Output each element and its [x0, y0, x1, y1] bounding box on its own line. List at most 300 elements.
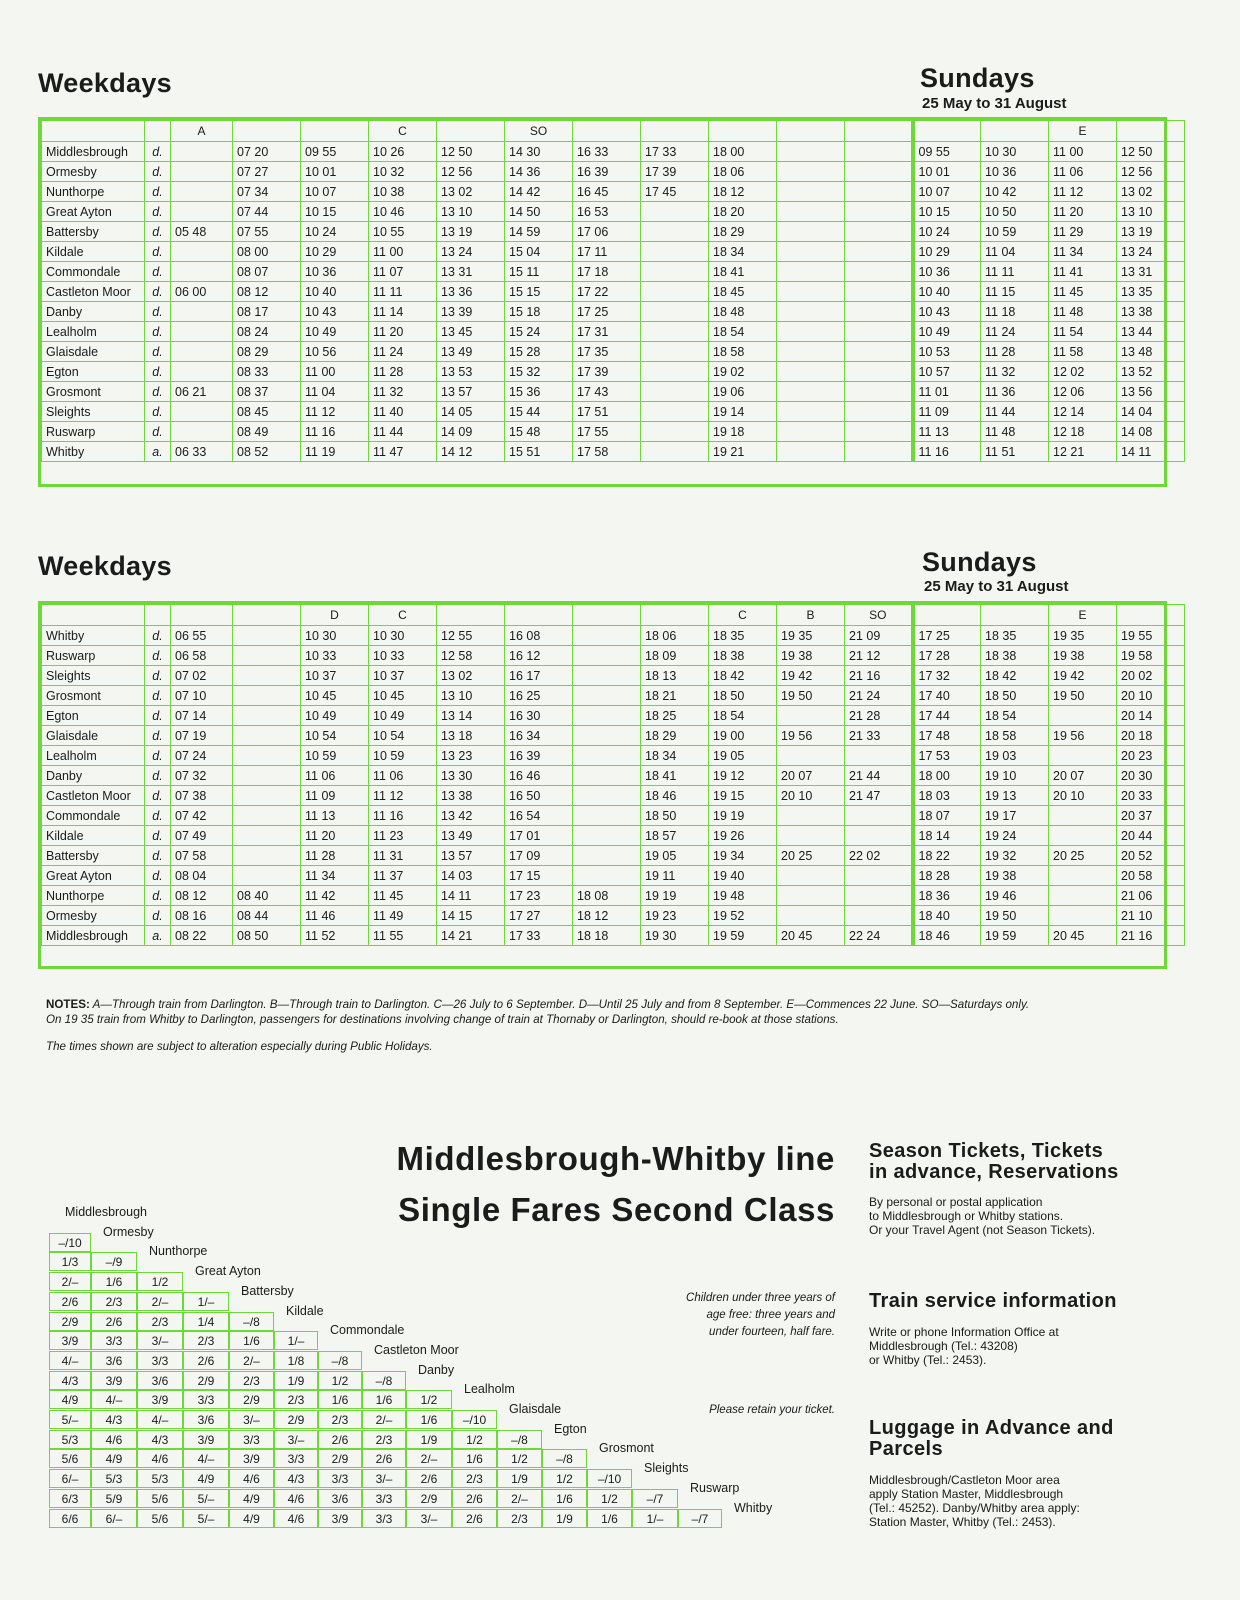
departure-time: 11 24	[369, 342, 437, 362]
fare-value: 2/3	[497, 1509, 542, 1528]
departure-time: 10 49	[913, 322, 981, 342]
children-note-line-1: Children under three years of	[686, 1292, 835, 1304]
departure-time: 21 10	[1117, 906, 1185, 926]
departure-time: 16 30	[505, 706, 573, 726]
column-note: C	[369, 605, 437, 626]
departure-time: 11 52	[301, 926, 369, 946]
departure-time	[641, 422, 709, 442]
fare-value: 1/8	[274, 1351, 318, 1370]
departure-time: 10 49	[301, 322, 369, 342]
arr-dep-marker: d.	[145, 162, 171, 182]
departure-time: 17 25	[913, 626, 981, 646]
departure-time: 09 55	[301, 142, 369, 162]
arr-dep-marker: d.	[145, 766, 171, 786]
departure-time: 19 30	[641, 926, 709, 946]
timetable-row	[42, 402, 1185, 422]
fare-value: 4/9	[183, 1469, 229, 1488]
departure-time: 09 55	[913, 142, 981, 162]
departure-time: 20 25	[1049, 846, 1117, 866]
departure-time: 19 59	[981, 926, 1049, 946]
fares-title-line-1: Middlesbrough-Whitby line	[396, 1140, 835, 1177]
departure-time: 08 22	[171, 926, 233, 946]
departure-time: 13 52	[1117, 362, 1185, 382]
departure-time: 19 21	[709, 442, 777, 462]
departure-time: 20 14	[1117, 706, 1185, 726]
departure-time: 11 40	[369, 402, 437, 422]
departure-time: 13 31	[1117, 262, 1185, 282]
departure-time: 18 40	[913, 906, 981, 926]
departure-time: 19 06	[709, 382, 777, 402]
departure-time	[171, 302, 233, 322]
departure-time: 08 24	[233, 322, 301, 342]
departure-time: 13 49	[437, 826, 505, 846]
departure-time: 20 30	[1117, 766, 1185, 786]
departure-time: 16 08	[505, 626, 573, 646]
departure-time: 12 14	[1049, 402, 1117, 422]
timetable-row	[42, 282, 1185, 302]
departure-time: 14 09	[437, 422, 505, 442]
departure-time	[777, 322, 845, 342]
departure-time: 20 10	[1049, 786, 1117, 806]
station-name: Castleton Moor	[42, 282, 145, 302]
arr-dep-marker: d.	[145, 706, 171, 726]
departure-time	[233, 806, 301, 826]
departure-time: 11 32	[981, 362, 1049, 382]
timetable-row	[42, 866, 1185, 886]
departure-time: 17 01	[505, 826, 573, 846]
departure-time: 14 30	[505, 142, 573, 162]
fare-value: 4/6	[274, 1489, 318, 1508]
departure-time	[171, 362, 233, 382]
column-note	[573, 121, 641, 142]
departure-time: 13 38	[1117, 302, 1185, 322]
departure-time: 18 42	[981, 666, 1049, 686]
departure-time	[845, 142, 913, 162]
departure-time: 10 29	[913, 242, 981, 262]
departure-time	[845, 242, 913, 262]
departure-time	[171, 422, 233, 442]
fare-value: 3/3	[137, 1351, 183, 1370]
timetable-row	[42, 746, 1185, 766]
arr-dep-marker: d.	[145, 302, 171, 322]
fare-value: –/8	[318, 1351, 362, 1370]
column-note	[845, 121, 913, 142]
departure-time: 17 31	[573, 322, 641, 342]
departure-time	[573, 646, 641, 666]
sundays-subtitle-1: 25 May to 31 August	[922, 95, 1067, 112]
departure-time: 17 33	[641, 142, 709, 162]
departure-time	[777, 262, 845, 282]
departure-time: 11 48	[1049, 302, 1117, 322]
departure-time: 14 59	[505, 222, 573, 242]
departure-time: 14 36	[505, 162, 573, 182]
departure-time: 18 42	[709, 666, 777, 686]
fare-value: 3/–	[274, 1430, 318, 1449]
departure-time: 13 30	[437, 766, 505, 786]
departure-time: 12 50	[1117, 142, 1185, 162]
notes-label: NOTES:	[46, 998, 90, 1011]
fare-station-label: Danby	[418, 1362, 455, 1377]
departure-time: 10 45	[369, 686, 437, 706]
fare-value: 4/–	[183, 1449, 229, 1468]
departure-time: 11 24	[981, 322, 1049, 342]
timetable-row	[42, 162, 1185, 182]
departure-time	[777, 402, 845, 422]
departure-time	[233, 826, 301, 846]
fare-value: 3/–	[406, 1509, 452, 1528]
fare-value: 2/3	[452, 1469, 497, 1488]
station-name: Egton	[42, 706, 145, 726]
fare-value: 3/3	[362, 1509, 406, 1528]
fare-value: 5/3	[91, 1469, 137, 1488]
departure-time: 20 52	[1117, 846, 1185, 866]
column-note	[233, 605, 301, 626]
fare-value: 3/3	[318, 1469, 362, 1488]
departure-time	[573, 706, 641, 726]
departure-time: 08 44	[233, 906, 301, 926]
departure-time: 13 45	[437, 322, 505, 342]
departure-time: 15 51	[505, 442, 573, 462]
fare-station-label: Egton	[554, 1421, 587, 1436]
departure-time: 16 12	[505, 646, 573, 666]
column-note	[42, 121, 145, 142]
departure-time	[573, 666, 641, 686]
departure-time: 13 42	[437, 806, 505, 826]
column-note	[233, 121, 301, 142]
arr-dep-marker: d.	[145, 806, 171, 826]
departure-time: 07 24	[171, 746, 233, 766]
departure-time	[233, 666, 301, 686]
departure-time: 11 45	[369, 886, 437, 906]
timetable-row	[42, 786, 1185, 806]
departure-time: 19 58	[1117, 646, 1185, 666]
departure-time	[233, 646, 301, 666]
arr-dep-marker: d.	[145, 242, 171, 262]
arr-dep-marker: d.	[145, 202, 171, 222]
departure-time: 11 51	[981, 442, 1049, 462]
departure-time: 18 06	[641, 626, 709, 646]
season-tickets-heading	[869, 1141, 1119, 1183]
departure-time: 19 42	[1049, 666, 1117, 686]
departure-time	[233, 706, 301, 726]
departure-time: 21 12	[845, 646, 913, 666]
departure-time: 12 21	[1049, 442, 1117, 462]
departure-time: 17 23	[505, 886, 573, 906]
departure-time: 19 13	[981, 786, 1049, 806]
departure-time: 07 02	[171, 666, 233, 686]
fare-value: 5/–	[183, 1509, 229, 1528]
arr-dep-marker: d.	[145, 866, 171, 886]
fare-value: 2/3	[318, 1410, 362, 1429]
arr-dep-marker: d.	[145, 886, 171, 906]
arr-dep-marker: d.	[145, 282, 171, 302]
departure-time	[233, 626, 301, 646]
departure-time	[641, 262, 709, 282]
departure-time: 12 50	[437, 142, 505, 162]
departure-time: 20 44	[1117, 826, 1185, 846]
departure-time: 18 50	[709, 686, 777, 706]
timetable-row	[42, 766, 1185, 786]
departure-time: 13 18	[437, 726, 505, 746]
timetable-row	[42, 422, 1185, 442]
departure-time: 11 28	[301, 846, 369, 866]
departure-time	[233, 866, 301, 886]
departure-time: 19 55	[1117, 626, 1185, 646]
fare-value: 1/9	[406, 1430, 452, 1449]
station-name: Ruswarp	[42, 422, 145, 442]
departure-time: 10 45	[301, 686, 369, 706]
departure-time	[845, 322, 913, 342]
departure-time	[233, 746, 301, 766]
departure-time: 17 11	[573, 242, 641, 262]
departure-time: 18 35	[981, 626, 1049, 646]
departure-time: 17 22	[573, 282, 641, 302]
departure-time: 19 52	[709, 906, 777, 926]
station-name: Glaisdale	[42, 342, 145, 362]
departure-time: 07 38	[171, 786, 233, 806]
fare-station-label: Nunthorpe	[149, 1244, 208, 1259]
fare-station-label: Ruswarp	[690, 1480, 740, 1495]
departure-time	[641, 362, 709, 382]
departure-time: 18 34	[709, 242, 777, 262]
timetable-row	[42, 686, 1185, 706]
arr-dep-marker: d.	[145, 222, 171, 242]
departure-time: 11 37	[369, 866, 437, 886]
departure-time: 13 35	[1117, 282, 1185, 302]
departure-time: 10 33	[301, 646, 369, 666]
departure-time	[171, 162, 233, 182]
fare-value: 4/3	[274, 1469, 318, 1488]
fare-value: 3/9	[318, 1509, 362, 1528]
fare-value: 2/6	[318, 1430, 362, 1449]
departure-time: 20 33	[1117, 786, 1185, 806]
weekdays-title-2: Weekdays	[38, 551, 172, 581]
arr-dep-marker: d.	[145, 182, 171, 202]
fare-value: 3/3	[183, 1390, 229, 1409]
departure-time: 16 54	[505, 806, 573, 826]
departure-time: 11 15	[981, 282, 1049, 302]
fare-value: 6/3	[49, 1489, 91, 1508]
fare-value: 4/–	[137, 1410, 183, 1429]
departure-time: 18 34	[641, 746, 709, 766]
children-note-line-3: under fourteen, half fare.	[709, 1326, 835, 1338]
departure-time: 08 40	[233, 886, 301, 906]
departure-time: 18 36	[913, 886, 981, 906]
column-note	[1117, 121, 1185, 142]
column-note	[505, 605, 573, 626]
departure-time: 19 11	[641, 866, 709, 886]
departure-time: 11 41	[1049, 262, 1117, 282]
fare-value: 1/9	[542, 1509, 587, 1528]
departure-time: 14 21	[437, 926, 505, 946]
departure-time: 13 38	[437, 786, 505, 806]
timetable-row	[42, 666, 1185, 686]
departure-time: 18 21	[641, 686, 709, 706]
fare-value: 2/6	[362, 1449, 406, 1468]
departure-time: 18 50	[641, 806, 709, 826]
fare-value: 2/3	[362, 1430, 406, 1449]
departure-time	[845, 442, 913, 462]
departure-time: 13 48	[1117, 342, 1185, 362]
departure-time	[233, 686, 301, 706]
departure-time: 17 35	[573, 342, 641, 362]
departure-time	[641, 242, 709, 262]
departure-time: 10 59	[301, 746, 369, 766]
departure-time: 20 25	[777, 846, 845, 866]
fare-value: 6/6	[49, 1509, 91, 1528]
column-note	[709, 121, 777, 142]
timetable-middlesbrough-to-whitby	[41, 120, 1185, 462]
departure-time: 13 14	[437, 706, 505, 726]
departure-time	[1049, 706, 1117, 726]
timetable-row	[42, 886, 1185, 906]
fare-value: 3/6	[318, 1489, 362, 1508]
timetable-whitby-to-middlesbrough	[41, 604, 1185, 946]
departure-time: 15 04	[505, 242, 573, 262]
departure-time: 11 36	[981, 382, 1049, 402]
departure-time: 20 10	[777, 786, 845, 806]
fare-value: 3/–	[229, 1410, 274, 1429]
departure-time	[171, 262, 233, 282]
fare-value: 2/6	[91, 1312, 137, 1331]
departure-time: 16 17	[505, 666, 573, 686]
departure-time	[573, 726, 641, 746]
departure-time	[845, 382, 913, 402]
arr-dep-marker: d.	[145, 826, 171, 846]
column-note: E	[1049, 605, 1117, 626]
luggage-text-line-2: apply Station Master, Middlesbrough	[869, 1487, 1064, 1501]
fare-value: 2/9	[406, 1489, 452, 1508]
departure-time: 10 54	[369, 726, 437, 746]
departure-time	[1049, 826, 1117, 846]
departure-time: 13 02	[437, 666, 505, 686]
departure-time	[845, 886, 913, 906]
timetable-row	[42, 382, 1185, 402]
departure-time: 15 48	[505, 422, 573, 442]
departure-time: 20 45	[1049, 926, 1117, 946]
fare-value: 1/6	[229, 1331, 274, 1350]
departure-time: 07 20	[233, 142, 301, 162]
departure-time: 20 07	[1049, 766, 1117, 786]
fare-value: –/9	[91, 1252, 137, 1271]
fare-value: 2/–	[137, 1292, 183, 1311]
departure-time	[171, 182, 233, 202]
fare-value: 2/9	[274, 1410, 318, 1429]
departure-time: 18 46	[641, 786, 709, 806]
timetable-row	[42, 362, 1185, 382]
fare-value: 3/–	[137, 1331, 183, 1350]
departure-time: 14 08	[1117, 422, 1185, 442]
fare-value: 4/6	[229, 1469, 274, 1488]
arr-dep-marker: d.	[145, 666, 171, 686]
luggage-text-line-3: (Tel.: 45252). Danby/Whitby area apply:	[869, 1501, 1080, 1515]
departure-time: 10 46	[369, 202, 437, 222]
fare-station-label: Grosmont	[599, 1441, 654, 1456]
departure-time: 18 48	[709, 302, 777, 322]
departure-time: 14 12	[437, 442, 505, 462]
departure-time	[845, 222, 913, 242]
fare-value: –/10	[587, 1469, 632, 1488]
departure-time: 19 02	[709, 362, 777, 382]
departure-time	[777, 162, 845, 182]
departure-time	[777, 302, 845, 322]
column-note: C	[709, 605, 777, 626]
timetable-row	[42, 242, 1185, 262]
fare-station-label: Ormesby	[103, 1224, 154, 1239]
fare-value: 1/6	[406, 1410, 452, 1429]
departure-time	[171, 142, 233, 162]
column-note: SO	[845, 605, 913, 626]
station-name: Commondale	[42, 806, 145, 826]
fare-station-label: Commondale	[330, 1323, 405, 1338]
fare-value: 1/9	[497, 1469, 542, 1488]
departure-time: 15 18	[505, 302, 573, 322]
fare-value: 3/3	[91, 1331, 137, 1350]
train-service-text-line-1: Write or phone Information Office at	[869, 1325, 1059, 1339]
notes-line-3: The times shown are subject to alteration especially during Public Holidays.	[46, 1040, 433, 1053]
arr-dep-marker: d.	[145, 626, 171, 646]
departure-time: 11 16	[369, 806, 437, 826]
departure-time	[845, 806, 913, 826]
fare-value: 2/9	[318, 1449, 362, 1468]
departure-time: 11 11	[369, 282, 437, 302]
fare-value: 2/–	[49, 1272, 91, 1291]
departure-time	[777, 826, 845, 846]
column-note: C	[369, 121, 437, 142]
departure-time: 18 58	[981, 726, 1049, 746]
departure-time: 14 15	[437, 906, 505, 926]
departure-time: 11 13	[913, 422, 981, 442]
season-tickets-text-line-1: By personal or postal application	[869, 1195, 1043, 1209]
fare-value: 4/9	[49, 1390, 91, 1409]
departure-time: 13 19	[1117, 222, 1185, 242]
fare-value: 5/–	[49, 1410, 91, 1429]
departure-time: 19 19	[709, 806, 777, 826]
fare-value: 4/3	[49, 1371, 91, 1390]
fare-value: 1/6	[318, 1390, 362, 1409]
departure-time: 20 58	[1117, 866, 1185, 886]
column-note	[145, 121, 171, 142]
departure-time	[845, 746, 913, 766]
departure-time: 10 30	[301, 626, 369, 646]
departure-time: 10 40	[913, 282, 981, 302]
luggage-heading-line-2: Parcels	[869, 1438, 943, 1460]
departure-time	[641, 442, 709, 462]
departure-time: 18 45	[709, 282, 777, 302]
departure-time	[233, 726, 301, 746]
fare-value: 3/9	[229, 1449, 274, 1468]
column-note	[437, 605, 505, 626]
departure-time: 17 09	[505, 846, 573, 866]
departure-time	[845, 422, 913, 442]
departure-time: 08 17	[233, 302, 301, 322]
departure-time: 11 00	[301, 362, 369, 382]
departure-time: 22 02	[845, 846, 913, 866]
departure-time: 17 55	[573, 422, 641, 442]
departure-time: 07 34	[233, 182, 301, 202]
station-name: Glaisdale	[42, 726, 145, 746]
departure-time: 07 27	[233, 162, 301, 182]
departure-time: 05 48	[171, 222, 233, 242]
station-name: Sleights	[42, 666, 145, 686]
station-name: Lealholm	[42, 322, 145, 342]
fare-value: 6/–	[49, 1469, 91, 1488]
departure-time: 19 59	[709, 926, 777, 946]
departure-time: 18 54	[709, 706, 777, 726]
departure-time	[845, 342, 913, 362]
departure-time: 10 30	[981, 142, 1049, 162]
column-note	[777, 121, 845, 142]
